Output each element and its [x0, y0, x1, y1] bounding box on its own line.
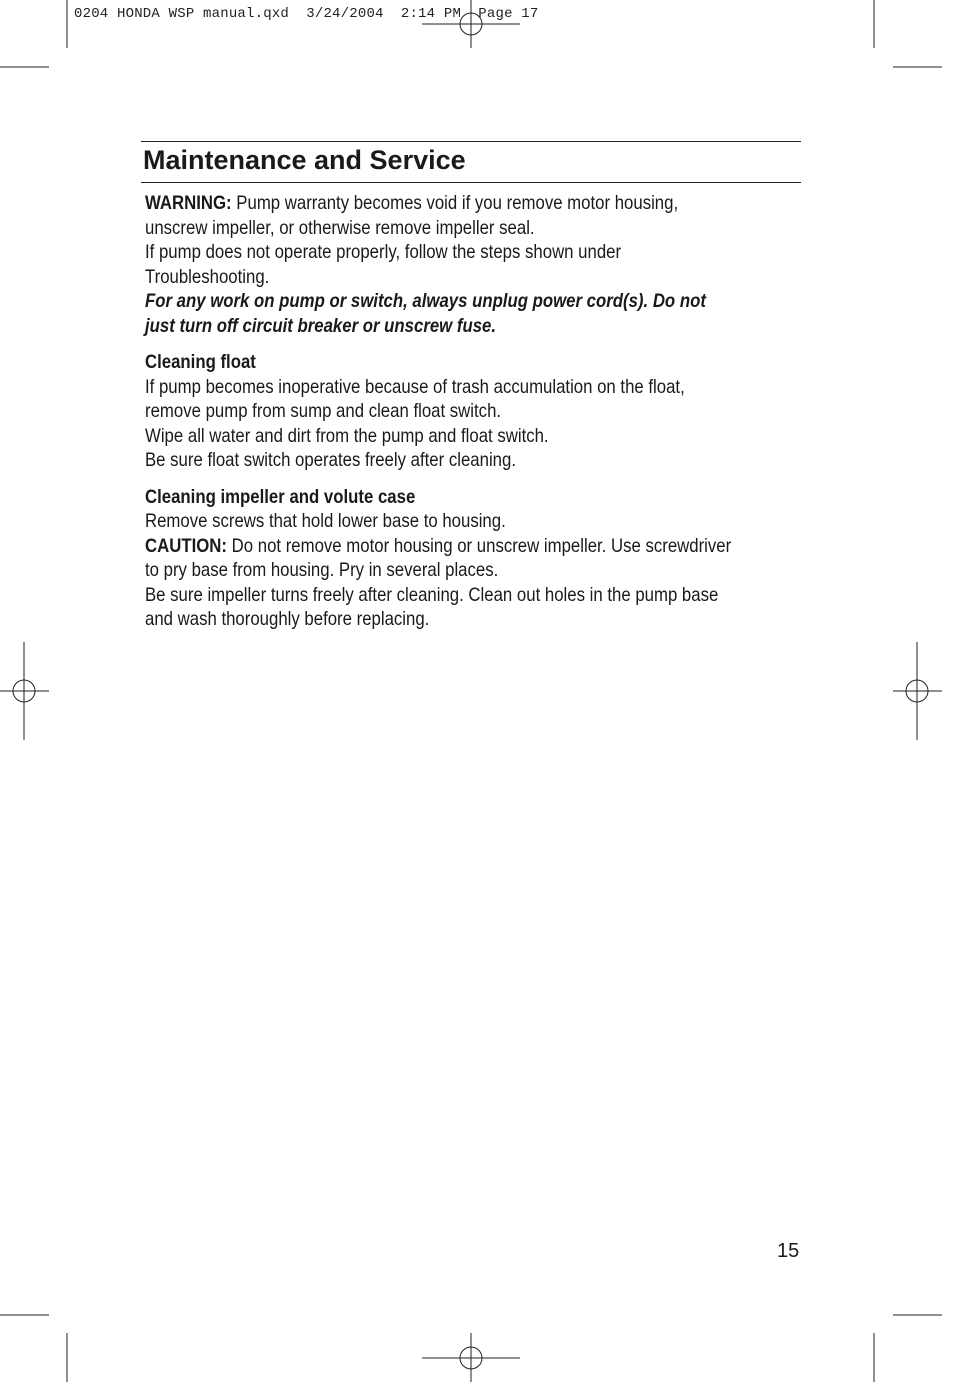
caution-label: CAUTION:	[145, 534, 227, 557]
cleaning-float-heading: Cleaning float	[145, 351, 256, 373]
cleaning-float-line-1: If pump becomes inoperative because of trash accumulation on the float,	[145, 375, 685, 398]
cleaning-float-line-4: Be sure float switch operates freely after cleaning.	[145, 449, 516, 471]
intro-line-4: Troubleshooting.	[145, 265, 270, 288]
warning-label: WARNING:	[145, 192, 232, 214]
cleaning-impeller-heading: Cleaning impeller and volute case	[145, 485, 416, 508]
cleaning-impeller-line-4: Be sure impeller turns freely after cleaning. Clean out holes in the pump base	[145, 583, 719, 606]
body-text	[145, 191, 805, 632]
unplug-emphasis-line-2: just turn off circuit breaker or unscrew fuse.	[145, 314, 497, 337]
cleaning-float-line-2: remove pump from sump and clean float switch.	[145, 400, 502, 422]
caution-text: Do not remove motor housing or unscrew impeller. Use screwdriver	[226, 534, 732, 557]
cleaning-impeller-line-5: and wash thoroughly before replacing.	[145, 608, 430, 630]
warning-paragraph-line-2: unscrew impeller, or otherwise remove impeller seal.	[145, 216, 535, 239]
page-title: Maintenance and Service	[143, 145, 466, 175]
intro-line-3: If pump does not operate properly, follow the steps shown under	[145, 241, 622, 263]
caution-paragraph-line-2: to pry base from housing. Pry in several places.	[145, 559, 499, 581]
warning-text: Pump warranty becomes void if you remove motor housing,	[231, 192, 679, 214]
cleaning-impeller-line-1: Remove screws that hold lower base to housing.	[145, 510, 506, 532]
warning-paragraph-line-1	[145, 191, 805, 216]
cleaning-float-line-3: Wipe all water and dirt from the pump and float switch.	[145, 424, 549, 447]
title-rule-bottom	[141, 182, 801, 183]
file-slug-line: 0204 HONDA WSP manual.qxd 3/24/2004 2:14 PM Page 17	[74, 6, 539, 22]
caution-paragraph-line-1	[145, 534, 805, 559]
unplug-emphasis-line-1: For any work on pump or switch, always unplug power cord(s). Do not	[145, 290, 706, 312]
title-rule-top	[141, 141, 801, 142]
page-number: 15	[777, 1240, 800, 1262]
